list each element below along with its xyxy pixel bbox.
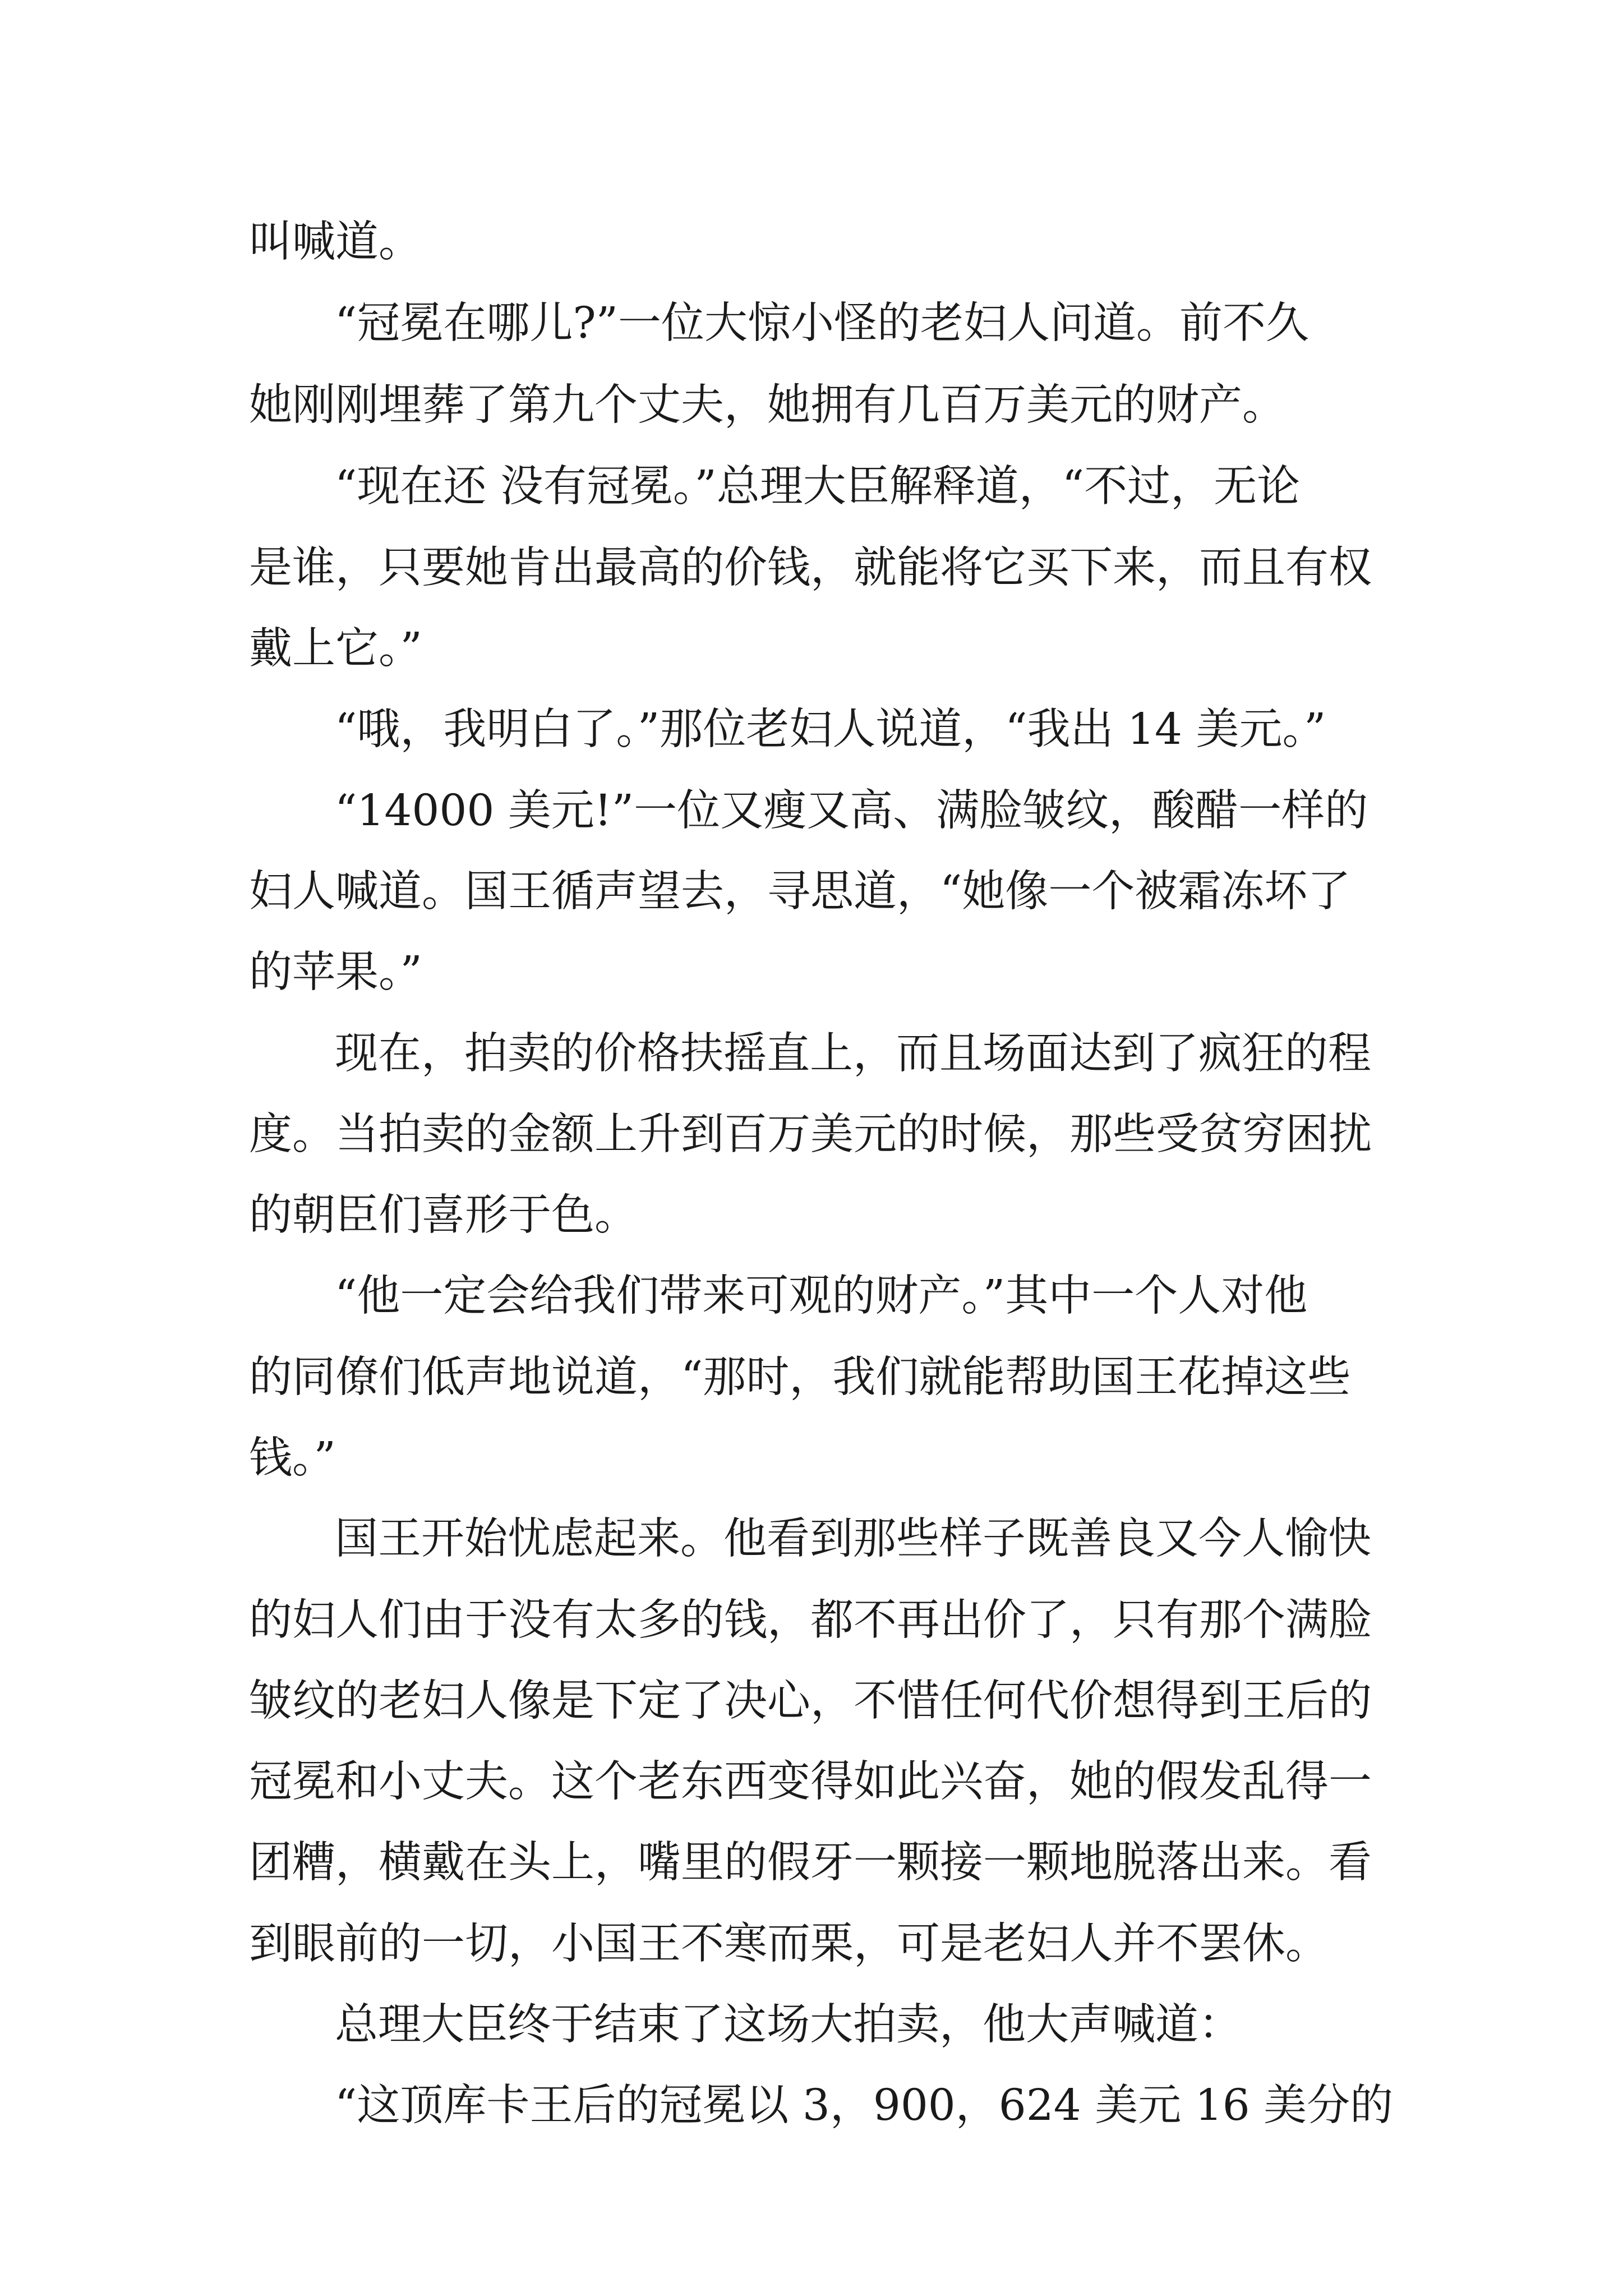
text-line: 国王开始忧虑起来。他看到那些样子既善良又今人愉快: [335, 1514, 1371, 1564]
text-line: 总理大臣终于结束了这场大拍卖，他大声喊道：: [335, 2000, 1242, 2050]
text-line: “14000 美元!”一位又瘦又高、满脸皱纹，酸醋一样的: [335, 786, 1368, 836]
text-line: 度。当拍卖的金额上升到百万美元的时候，那些受贫穷困扰: [249, 1110, 1372, 1159]
text-line: 她刚刚埋葬了第九个丈夫，她拥有几百万美元的财产。: [249, 380, 1285, 430]
text-line: 戴上它。”: [249, 624, 422, 674]
text-line: 冠冕和小丈夫。这个老东西变得如此兴奋，她的假发乱得一: [249, 1757, 1372, 1807]
text-line: “哦，我明白了。”那位老妇人说道，“我出 14 美元。”: [335, 705, 1326, 754]
text-line: “现在还 没有冠冕。”总理大臣解释道，“不过，无论: [335, 462, 1301, 512]
text-line: 到眼前的一切，小国王不寒而栗，可是老妇人并不罢休。: [249, 1919, 1329, 1969]
text-line: 是谁，只要她肯出最高的价钱，就能将它买下来，而且有权: [249, 543, 1372, 593]
text-line: 的朝臣们喜形于色。: [249, 1190, 638, 1240]
text-line: 现在，拍卖的价格扶摇直上，而且场面达到了疯狂的程: [335, 1029, 1371, 1079]
text-line: 的妇人们由于没有太多的钱，都不再出价了，只有那个满脸: [249, 1595, 1372, 1645]
text-line: 钱。”: [249, 1433, 336, 1483]
text-line: 皱纹的老妇人像是下定了决心，不惜任何代价想得到王后的: [249, 1676, 1372, 1726]
text-line: 的苹果。”: [249, 947, 422, 997]
text-line: “这顶库卡王后的冠冕以 3，900，624 美元 16 美分的: [335, 2081, 1394, 2131]
text-line: 团糟，横戴在头上，嘴里的假牙一颗接一颗地脱落出来。看: [249, 1838, 1372, 1888]
text-line: 的同僚们低声地说道，“那时，我们就能帮助国王花掉这些: [249, 1352, 1351, 1402]
text-line: 叫喊道。: [249, 217, 422, 267]
text-line: 妇人喊道。国王循声望去，寻思道，“她像一个被霜冻坏了: [249, 867, 1351, 917]
text-line: “他一定会给我们带来可观的财产。”其中一个人对他: [335, 1271, 1308, 1321]
text-line: “冠冕在哪儿?”一位大惊小怪的老妇人问道。前不久: [335, 298, 1310, 348]
